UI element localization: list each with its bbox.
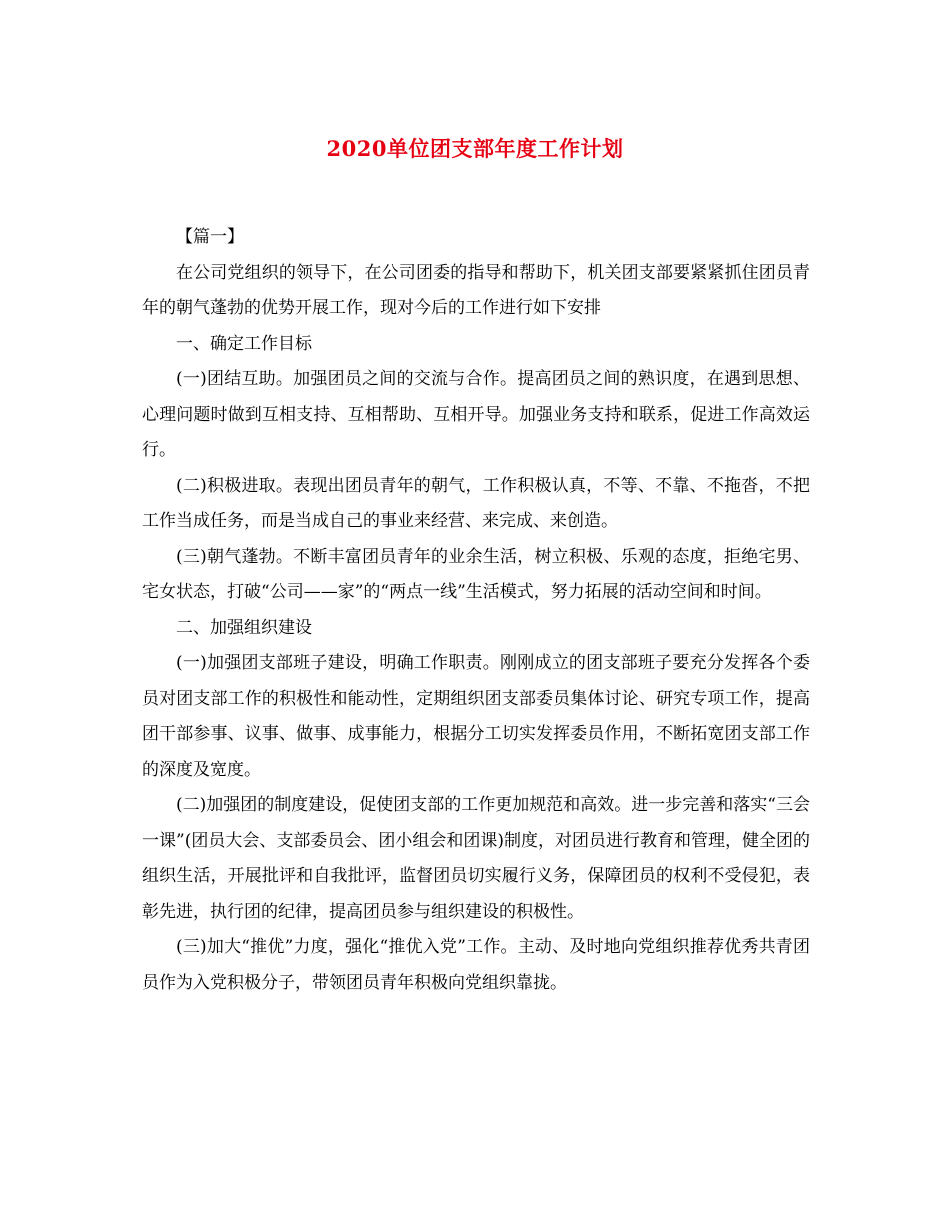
intro-paragraph: 在公司党组织的领导下，在公司团委的指导和帮助下，机关团支部要紧紧抓住团员青年的朝气蓬勃的优势开展工作，现对今后的工作进行如下安排 (142, 262, 810, 318)
paragraph-goal-3: (三)朝气蓬勃。不断丰富团员青年的业余生活，树立积极、乐观的态度，拒绝宅男、宅女状态，打破“公司——家”的“两点一线”生活模式，努力拓展的活动空间和时间。 (142, 546, 810, 602)
heading-work-goals: 一、确定工作目标 (176, 333, 312, 354)
section-label: 【篇一】 (176, 227, 244, 247)
paragraph-goal-2: (二)积极进取。表现出团员青年的朝气，工作积极认真，不等、不靠、不拖沓，不把工作当成任务，而是当成自己的事业来经营、来完成、来创造。 (142, 475, 810, 531)
paragraph-org-3: (三)加大“推优”力度，强化“推优入党”工作。主动、及时地向党组织推荐优秀共青团员作为入党积极分子，带领团员青年积极向党组织靠拢。 (142, 937, 810, 993)
heading-organization: 二、加强组织建设 (176, 617, 312, 638)
paragraph-org-1: (一)加强团支部班子建设，明确工作职责。刚刚成立的团支部班子要充分发挥各个委员对团支部工作的积极性和能动性，定期组织团支部委员集体讨论、研究专项工作，提高团干部参事、议事、做事、成事能力，根据分工切实发挥委员作用，不断拓宽团支部工作的深度及宽度。 (142, 653, 810, 780)
document-body (142, 220, 810, 1001)
document-title: 2020单位团支部年度工作计划 (326, 136, 624, 161)
paragraph-org-2: (二)加强团的制度建设，促使团支部的工作更加规范和高效。进一步完善和落实“三会一课”(团员大会、支部委员会、团小组会和团课)制度，对团员进行教育和管理，健全团的组织生活，开展批评和自我批评，监督团员切实履行义务，保障团员的权利不受侵犯，表彰先进，执行团的纪律，提高团员参与组织建设的积极性。 (142, 795, 810, 922)
paragraph-goal-1: (一)团结互助。加强团员之间的交流与合作。提高团员之间的熟识度，在遇到思想、心理问题时做到互相支持、互相帮助、互相开导。加强业务支持和联系，促进工作高效运行。 (142, 369, 810, 460)
